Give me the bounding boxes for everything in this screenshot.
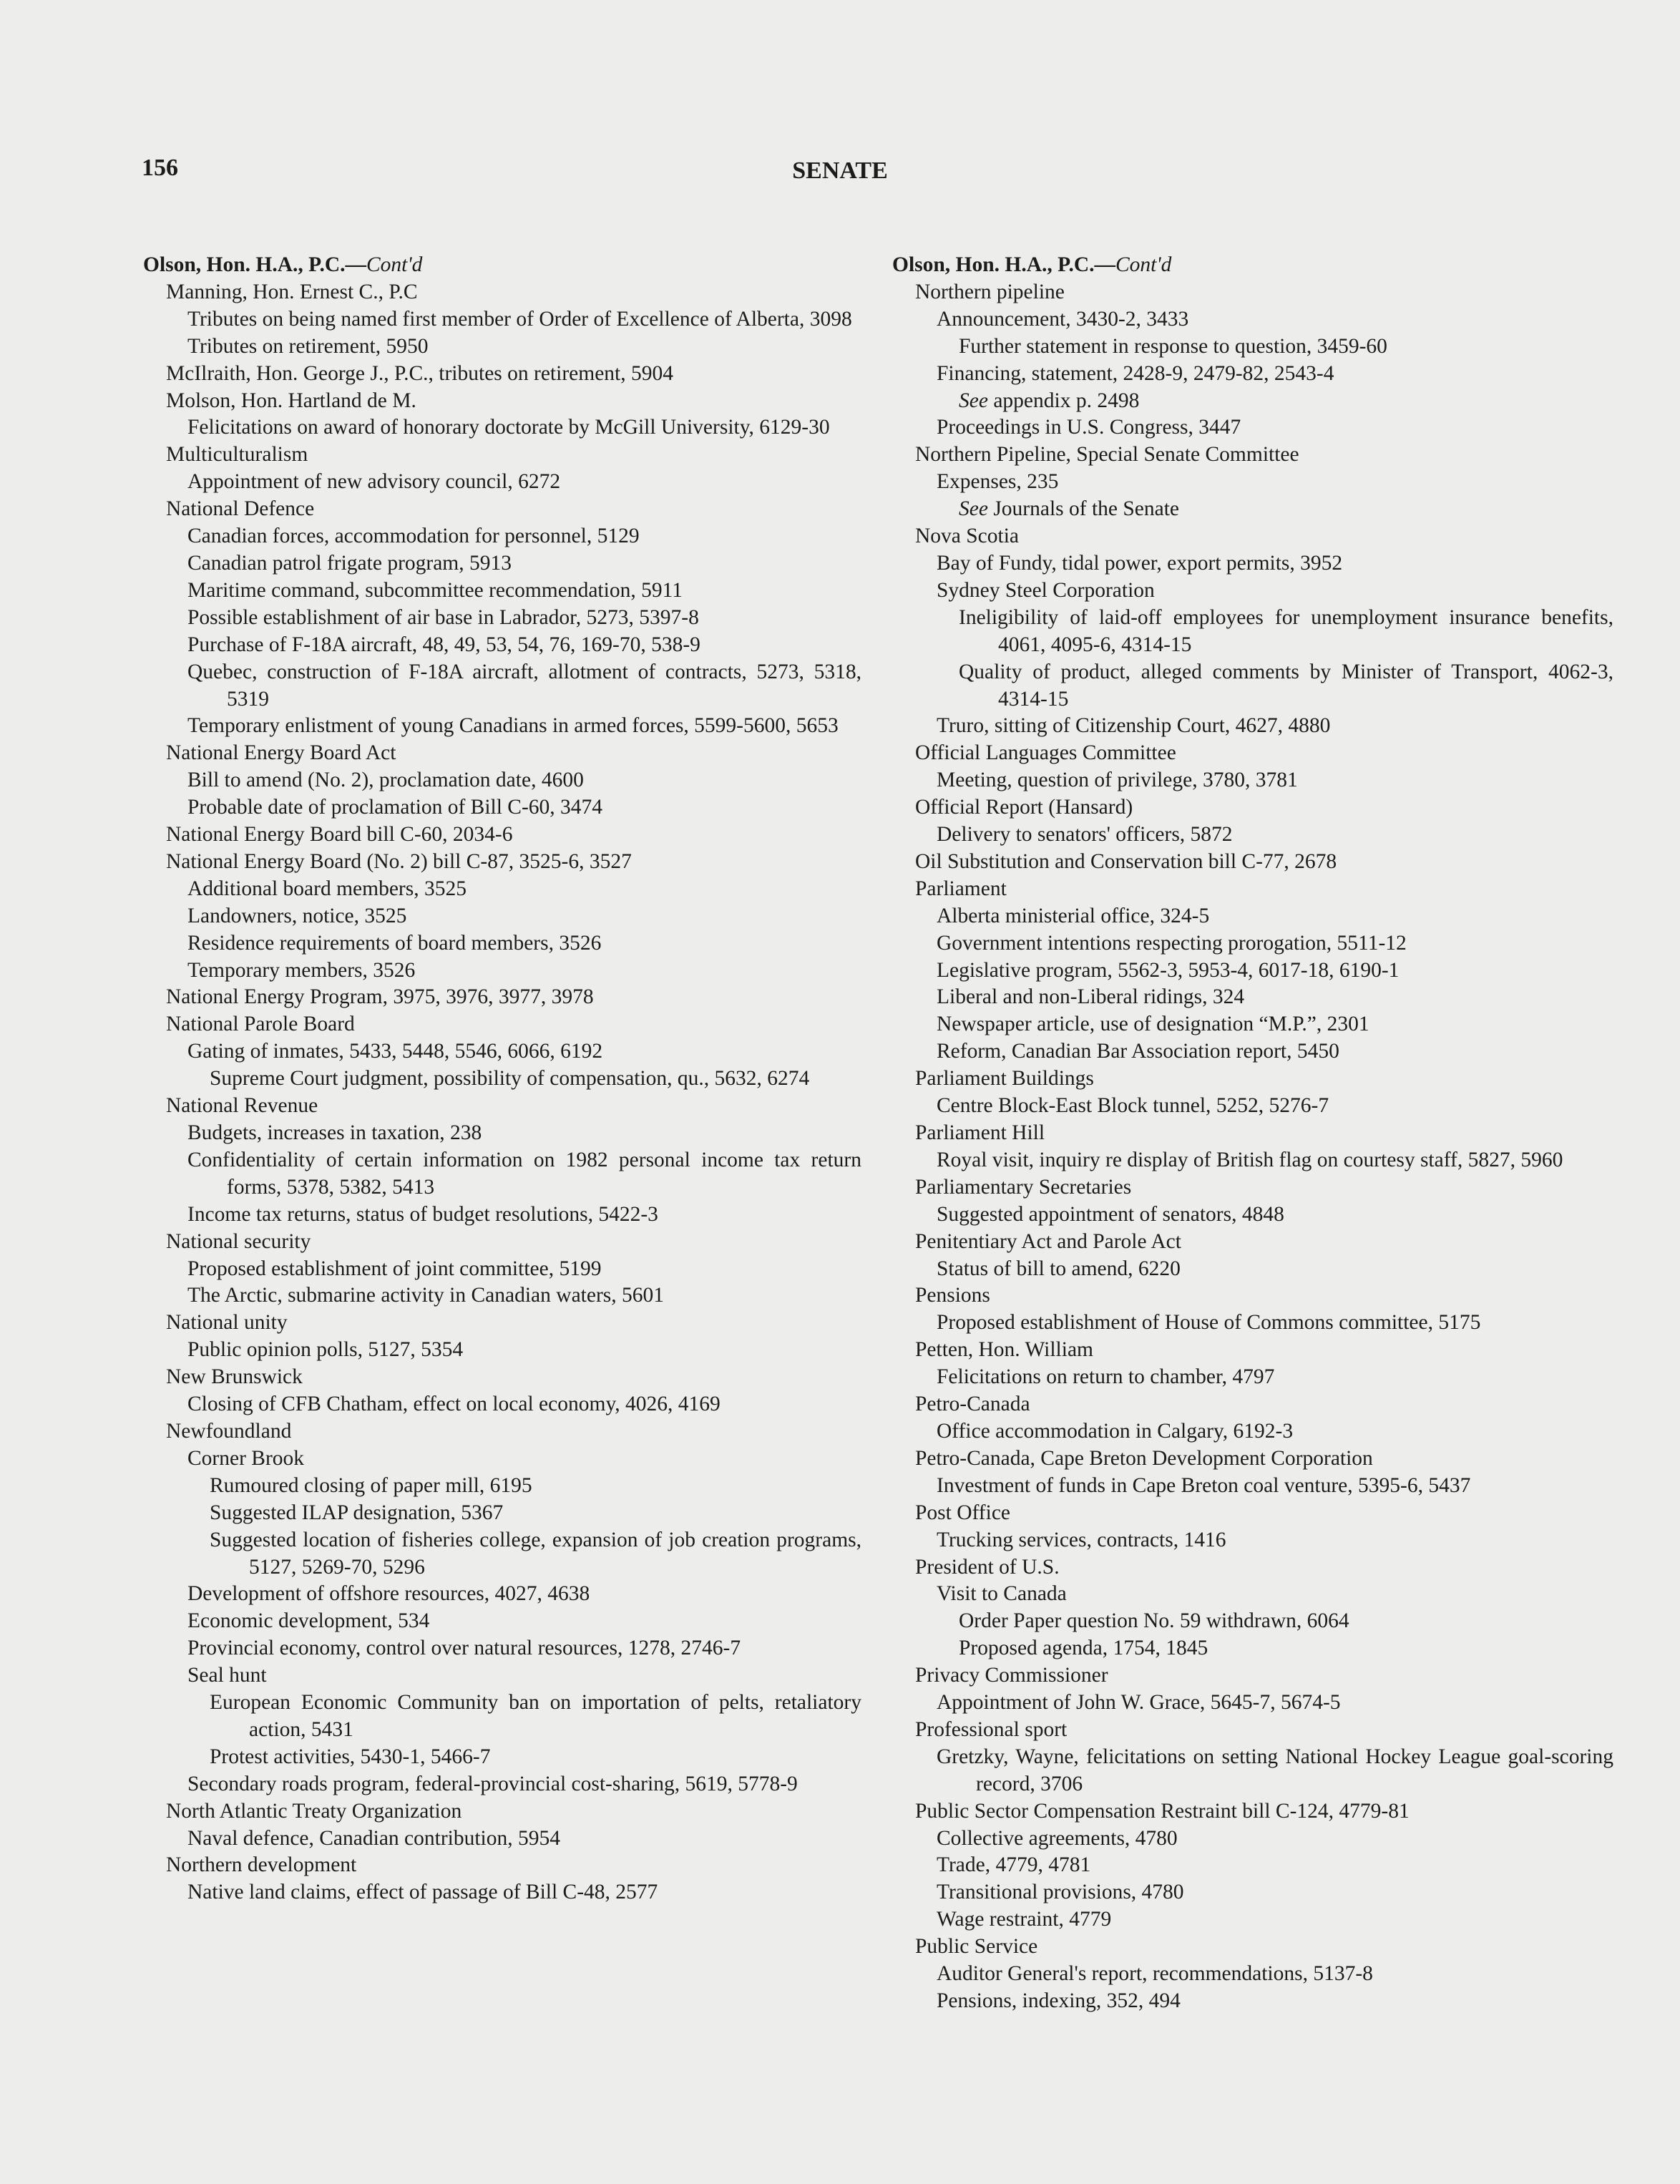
index-entry <box>892 1608 1613 1635</box>
entry-text: Suggested ILAP designation, 5367 <box>210 1501 504 1524</box>
entry-text: Legislative program, 5562-3, 5953-4, 6017-18, 6190-1 <box>937 958 1400 982</box>
index-entry <box>892 550 1613 577</box>
entry-text: Announcement, 3430-2, 3433 <box>937 307 1189 331</box>
index-entry <box>143 632 861 659</box>
index-entry <box>143 1066 861 1093</box>
entry-text: Petro-Canada, Cape Breton Development Corporation <box>915 1446 1373 1470</box>
index-entry <box>892 1906 1613 1934</box>
index-entry <box>892 1120 1613 1147</box>
index-entry <box>892 469 1613 496</box>
entry-text: Additional board members, 3525 <box>187 877 467 900</box>
see-reference: See <box>959 497 988 521</box>
entry-text: Transitional provisions, 4780 <box>937 1881 1184 1904</box>
entry-text: Public opinion polls, 5127, 5354 <box>187 1338 464 1362</box>
heading-name: Olson, Hon. H.A., P.C.— <box>892 253 1115 276</box>
entry-text: Canadian patrol frigate program, 5913 <box>187 551 512 575</box>
entry-text: Parliament Buildings <box>915 1067 1094 1091</box>
entry-text: Appointment of John W. Grace, 5645-7, 5674-5 <box>937 1691 1341 1715</box>
index-entry <box>143 984 861 1011</box>
entry-text: Order Paper question No. 59 withdrawn, 6064 <box>959 1609 1349 1633</box>
entry-text: Expenses, 235 <box>937 470 1059 494</box>
index-entry <box>143 550 861 577</box>
index-entry <box>143 1201 861 1229</box>
index-entry <box>143 740 861 767</box>
index-entry <box>143 279 861 306</box>
entry-text: Felicitations on return to chamber, 4797 <box>937 1365 1275 1389</box>
entry-text: appendix p. 2498 <box>987 389 1140 412</box>
index-entry <box>892 903 1613 930</box>
entry-text: National Energy Board (No. 2) bill C-87, 3525-6, 3527 <box>166 849 632 873</box>
index-entry <box>892 1256 1613 1283</box>
entry-text: Purchase of F-18A aircraft, 48, 49, 53, 54, 76, 169-70, 538-9 <box>187 633 700 656</box>
entry-text: Petro-Canada <box>915 1393 1030 1416</box>
index-entry <box>892 794 1613 822</box>
entry-text: National Revenue <box>166 1094 318 1118</box>
index-entry <box>143 659 861 713</box>
entry-text: National Energy Program, 3975, 3976, 3977, 3978 <box>166 985 594 1009</box>
index-entry <box>892 984 1613 1011</box>
index-entry <box>143 1391 861 1418</box>
entry-text: Parliament Hill <box>915 1121 1045 1144</box>
index-entry <box>143 388 861 415</box>
entry-text: Parliamentary Secretaries <box>915 1175 1132 1199</box>
entry-text: Oil Substitution and Conservation bill C-77, 2678 <box>915 849 1337 873</box>
index-entry <box>892 1961 1613 1988</box>
index-entry <box>143 876 861 903</box>
index-entry <box>892 1879 1613 1906</box>
index-entry <box>892 605 1613 659</box>
entry-text: Pensions <box>915 1284 990 1307</box>
entry-text: Molson, Hon. Hartland de M. <box>166 389 416 412</box>
heading-name: Olson, Hon. H.A., P.C.— <box>143 253 366 276</box>
entry-text: Financing, statement, 2428-9, 2479-82, 2543-4 <box>937 361 1334 385</box>
entry-text: Supreme Court judgment, possibility of compensation, qu., 5632, 6274 <box>210 1067 810 1091</box>
index-entry <box>892 1201 1613 1229</box>
index-entry <box>892 767 1613 794</box>
index-entry <box>892 1988 1613 2015</box>
index-entry <box>143 577 861 605</box>
entry-text: Newfoundland <box>166 1419 292 1443</box>
index-entry <box>892 1174 1613 1201</box>
index-entry <box>892 1337 1613 1364</box>
index-entry <box>143 1608 861 1635</box>
entry-text: Public Service <box>915 1935 1038 1959</box>
index-entry <box>143 794 861 822</box>
entry-text: National security <box>166 1229 311 1253</box>
entry-list <box>892 279 1613 2015</box>
index-entry <box>892 1825 1613 1853</box>
index-entry <box>892 1473 1613 1500</box>
entry-text: Gating of inmates, 5433, 5448, 5546, 6066, 6192 <box>187 1040 603 1063</box>
entry-text: Corner Brook <box>187 1446 305 1470</box>
index-entry <box>892 1391 1613 1418</box>
entry-text: Public Sector Compensation Restraint bill C-124, 4779-81 <box>915 1799 1410 1823</box>
entry-text: Northern pipeline <box>915 280 1065 303</box>
index-entry <box>143 713 861 740</box>
index-entry <box>892 577 1613 605</box>
index-entry <box>892 659 1613 713</box>
index-entry <box>892 1310 1613 1337</box>
entry-text: Parliament <box>915 877 1007 900</box>
entry-text: New Brunswick <box>166 1365 303 1389</box>
index-entry <box>143 1798 861 1825</box>
entry-text: Visit to Canada <box>937 1582 1067 1606</box>
heading-contd: Cont'd <box>366 253 423 276</box>
entry-text: Truro, sitting of Citizenship Court, 4627, 4880 <box>937 714 1331 738</box>
entry-text: Gretzky, Wayne, felicitations on setting National Hockey League goal-scoring record, 3706 <box>937 1745 1613 1795</box>
entry-text: Possible establishment of air base in Labrador, 5273, 5397-8 <box>187 605 699 629</box>
index-entry <box>143 333 861 361</box>
index-entry <box>892 713 1613 740</box>
entry-text: Landowners, notice, 3525 <box>187 904 407 927</box>
entry-text: Bay of Fundy, tidal power, export permits, 3952 <box>937 551 1343 575</box>
index-entry <box>143 1337 861 1364</box>
entry-list <box>143 279 861 1906</box>
index-entry <box>892 849 1613 876</box>
running-head: SENATE <box>792 157 888 184</box>
index-entry <box>892 496 1613 523</box>
index-entry <box>892 442 1613 469</box>
index-entry <box>892 1229 1613 1256</box>
entry-text: Quality of product, alleged comments by Minister of Transport, 4062-3, 4314-15 <box>959 660 1613 711</box>
index-entry <box>143 1473 861 1500</box>
entry-text: Trade, 4779, 4781 <box>937 1853 1091 1877</box>
entry-text: Development of offshore resources, 4027, 4638 <box>187 1582 590 1606</box>
index-entry <box>143 361 861 388</box>
index-entry <box>143 767 861 794</box>
entry-text: Proposed establishment of joint committee, 5199 <box>187 1257 602 1280</box>
index-entry <box>892 822 1613 849</box>
index-entry <box>143 1229 861 1256</box>
entry-text: Ineligibility of laid-off employees for unemployment insurance benefits, 4061, 4095-6, 4314-15 <box>959 605 1613 656</box>
entry-text: National Defence <box>166 497 315 521</box>
index-entry <box>143 1825 861 1853</box>
entry-text: Northern Pipeline, Special Senate Committee <box>915 443 1299 467</box>
index-entry <box>892 1038 1613 1066</box>
entry-text: President of U.S. <box>915 1555 1060 1579</box>
index-entry <box>892 333 1613 361</box>
entry-text: Official Languages Committee <box>915 741 1176 765</box>
index-entry <box>892 740 1613 767</box>
index-entry <box>892 1662 1613 1690</box>
entry-text: Budgets, increases in taxation, 238 <box>187 1121 482 1144</box>
entry-text: Delivery to senators' officers, 5872 <box>937 823 1233 847</box>
see-reference: See <box>959 389 988 412</box>
index-entry <box>143 1500 861 1527</box>
index-entry <box>892 1500 1613 1527</box>
index-entry <box>892 1066 1613 1093</box>
index-entry <box>892 1147 1613 1174</box>
index-entry <box>892 1581 1613 1608</box>
entry-text: Tributes on being named first member of Order of Excellence of Alberta, 3098 <box>187 307 852 331</box>
index-entry <box>143 1581 861 1608</box>
index-entry <box>892 1635 1613 1662</box>
entry-text: Centre Block-East Block tunnel, 5252, 5276-7 <box>937 1094 1329 1118</box>
index-entry <box>892 957 1613 985</box>
index-entry <box>143 523 861 550</box>
index-entry <box>143 1256 861 1283</box>
entry-text: Economic development, 534 <box>187 1609 430 1633</box>
entry-text: Sydney Steel Corporation <box>937 578 1155 602</box>
entry-text: Appointment of new advisory council, 6272 <box>187 470 561 494</box>
index-entry <box>143 306 861 333</box>
index-entry <box>143 605 861 632</box>
entry-text: Multiculturalism <box>166 443 308 467</box>
entry-text: Penitentiary Act and Parole Act <box>915 1229 1181 1253</box>
entry-text: Rumoured closing of paper mill, 6195 <box>210 1473 532 1497</box>
entry-text: Pensions, indexing, 352, 494 <box>937 1989 1181 2012</box>
index-entry <box>143 957 861 985</box>
column-heading <box>892 252 1613 279</box>
index-entry <box>143 1446 861 1473</box>
entry-text: Proceedings in U.S. Congress, 3447 <box>937 416 1241 439</box>
index-entry <box>143 1364 861 1391</box>
entry-text: European Economic Community ban on importation of pelts, retaliatory action, 5431 <box>210 1691 861 1741</box>
entry-text: Professional sport <box>915 1717 1068 1741</box>
index-entry <box>892 1717 1613 1744</box>
entry-text: Official Report (Hansard) <box>915 796 1133 819</box>
index-entry <box>892 930 1613 957</box>
index-entry <box>892 1744 1613 1798</box>
index-entry <box>143 1690 861 1744</box>
index-entry <box>892 1527 1613 1554</box>
entry-text: Temporary enlistment of young Canadians in armed forces, 5599-5600, 5653 <box>187 714 839 738</box>
entry-text: National Energy Board Act <box>166 741 396 765</box>
index-entry <box>143 849 861 876</box>
entry-text: Closing of CFB Chatham, effect on local economy, 4026, 4169 <box>187 1393 721 1416</box>
index-entry <box>143 1852 861 1879</box>
entry-text: Government intentions respecting prorogation, 5511-12 <box>937 931 1407 955</box>
entry-text: McIlraith, Hon. George J., P.C., tributes on retirement, 5904 <box>166 361 673 385</box>
entry-text: Quebec, construction of F-18A aircraft, allotment of contracts, 5273, 5318, 5319 <box>187 660 861 711</box>
index-column-right <box>892 252 1613 2015</box>
index-entry <box>143 1879 861 1906</box>
entry-text: Royal visit, inquiry re display of British flag on courtesy staff, 5827, 5960 <box>937 1148 1563 1171</box>
entry-text: Protest activities, 5430-1, 5466-7 <box>210 1745 491 1768</box>
heading-contd: Cont'd <box>1115 253 1172 276</box>
entry-text: Seal hunt <box>187 1664 267 1687</box>
entry-text: Maritime command, subcommittee recommendation, 5911 <box>187 578 683 602</box>
index-entry <box>892 1011 1613 1038</box>
entry-text: Suggested location of fisheries college, expansion of job creation programs, 5127, 5269-70, 5296 <box>210 1528 861 1579</box>
entry-text: Journals of the Senate <box>987 497 1180 521</box>
entry-text: North Atlantic Treaty Organization <box>166 1799 462 1823</box>
entry-text: Probable date of proclamation of Bill C-60, 3474 <box>187 796 603 819</box>
index-entry <box>892 876 1613 903</box>
entry-text: Nova Scotia <box>915 525 1020 548</box>
entry-text: Further statement in response to question, 3459-60 <box>959 334 1387 358</box>
index-entry <box>143 1282 861 1310</box>
entry-text: Tributes on retirement, 5950 <box>187 334 429 358</box>
index-column-left <box>143 252 861 1906</box>
index-entry <box>143 1147 861 1201</box>
entry-text: Secondary roads program, federal-provincial cost-sharing, 5619, 5778-9 <box>187 1772 798 1795</box>
index-entry <box>143 1635 861 1662</box>
entry-text: Bill to amend (No. 2), proclamation date, 4600 <box>187 769 584 792</box>
index-entry <box>892 306 1613 333</box>
index-entry <box>892 279 1613 306</box>
index-entry <box>143 1527 861 1581</box>
entry-text: Newspaper article, use of designation “M.P.”, 2301 <box>937 1013 1369 1036</box>
entry-text: Auditor General's report, recommendations, 5137-8 <box>937 1962 1373 1986</box>
index-entry <box>892 1418 1613 1446</box>
entry-text: Trucking services, contracts, 1416 <box>937 1528 1226 1551</box>
index-entry <box>892 1934 1613 1961</box>
index-entry <box>143 469 861 496</box>
entry-text: Office accommodation in Calgary, 6192-3 <box>937 1419 1294 1443</box>
index-entry <box>143 1093 861 1120</box>
entry-text: The Arctic, submarine activity in Canadian waters, 5601 <box>187 1284 665 1307</box>
index-entry <box>143 930 861 957</box>
index-entry <box>143 1011 861 1038</box>
index-entry <box>143 414 861 442</box>
index-entry <box>892 523 1613 550</box>
entry-text: Reform, Canadian Bar Association report, 5450 <box>937 1040 1339 1063</box>
entry-text: Wage restraint, 4779 <box>937 1908 1112 1931</box>
index-entry <box>892 1798 1613 1825</box>
entry-text: Meeting, question of privilege, 3780, 3781 <box>937 769 1298 792</box>
index-entry <box>143 1662 861 1690</box>
entry-text: Canadian forces, accommodation for personnel, 5129 <box>187 525 640 548</box>
index-entry <box>143 903 861 930</box>
entry-text: Residence requirements of board members, 3526 <box>187 931 602 955</box>
index-entry <box>892 1364 1613 1391</box>
entry-text: Northern development <box>166 1853 357 1877</box>
index-entry <box>892 1446 1613 1473</box>
index-entry <box>892 1554 1613 1581</box>
index-entry <box>143 442 861 469</box>
entry-text: Proposed agenda, 1754, 1845 <box>959 1637 1208 1660</box>
index-entry <box>143 496 861 523</box>
entry-text: Temporary members, 3526 <box>187 958 416 982</box>
entry-text: Confidentiality of certain information on 1982 personal income tax return forms, 5378, 5382, 5413 <box>187 1148 861 1199</box>
entry-text: Manning, Hon. Ernest C., P.C <box>166 280 418 303</box>
index-entry <box>143 822 861 849</box>
index-entry <box>143 1744 861 1771</box>
index-entry <box>143 1771 861 1798</box>
entry-text: Felicitations on award of honorary doctorate by McGill University, 6129-30 <box>187 416 830 439</box>
entry-text: Suggested appointment of senators, 4848 <box>937 1202 1284 1226</box>
entry-text: Naval defence, Canadian contribution, 5954 <box>187 1826 560 1850</box>
index-entry <box>892 414 1613 442</box>
entry-text: Collective agreements, 4780 <box>937 1826 1178 1850</box>
index-entry <box>892 361 1613 388</box>
entry-text: Petten, Hon. William <box>915 1338 1093 1362</box>
entry-text: Native land claims, effect of passage of Bill C-48, 2577 <box>187 1881 658 1904</box>
index-entry <box>143 1120 861 1147</box>
entry-text: Alberta ministerial office, 324-5 <box>937 904 1210 927</box>
index-entry <box>892 1852 1613 1879</box>
index-entry <box>892 1093 1613 1120</box>
entry-text: Investment of funds in Cape Breton coal venture, 5395-6, 5437 <box>937 1473 1471 1497</box>
entry-text: National Energy Board bill C-60, 2034-6 <box>166 823 513 847</box>
entry-text: Liberal and non-Liberal ridings, 324 <box>937 985 1245 1009</box>
entry-text: Post Office <box>915 1501 1011 1524</box>
index-entry <box>892 1282 1613 1310</box>
page-number: 156 <box>142 155 178 181</box>
column-heading <box>143 252 861 279</box>
entry-text: Income tax returns, status of budget resolutions, 5422-3 <box>187 1202 658 1226</box>
index-entry <box>143 1038 861 1066</box>
entry-text: Status of bill to amend, 6220 <box>937 1257 1181 1280</box>
index-entry <box>143 1310 861 1337</box>
index-entry <box>892 1690 1613 1717</box>
entry-text: Privacy Commissioner <box>915 1664 1108 1687</box>
index-entry <box>892 388 1613 415</box>
entry-text: National unity <box>166 1311 288 1335</box>
index-entry <box>143 1418 861 1446</box>
entry-text: Proposed establishment of House of Commons committee, 5175 <box>937 1311 1481 1335</box>
entry-text: National Parole Board <box>166 1013 355 1036</box>
entry-text: Provincial economy, control over natural resources, 1278, 2746-7 <box>187 1637 741 1660</box>
